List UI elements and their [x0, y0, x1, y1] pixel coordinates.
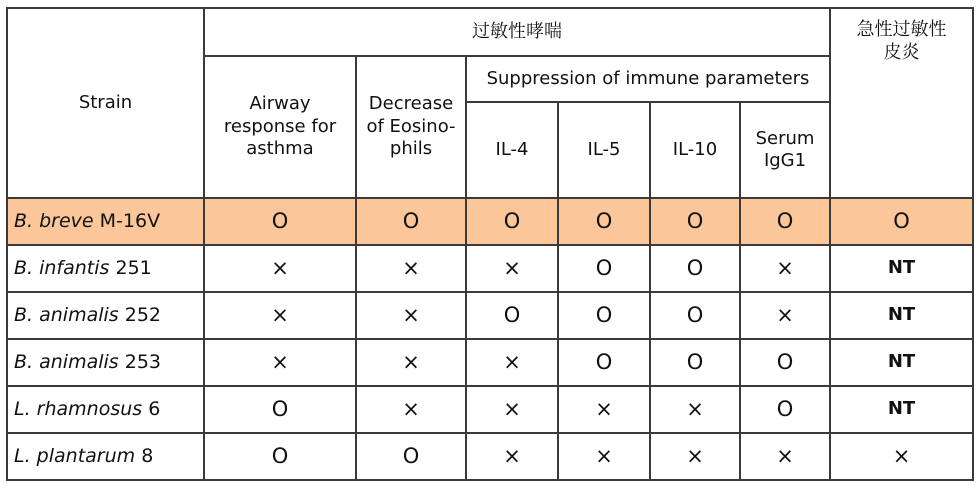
cell-airway: O [204, 386, 356, 433]
cell-igg1: O [740, 339, 830, 386]
cell-il5: O [558, 245, 650, 292]
cell-il5: × [558, 386, 650, 433]
cell-il5: O [558, 339, 650, 386]
strain-cell [7, 386, 204, 433]
table-row [7, 245, 973, 292]
cell-il4: × [466, 339, 558, 386]
cell-dermatitis: O [830, 198, 973, 245]
cell-eosinophils: × [356, 292, 466, 339]
table-row [7, 198, 973, 245]
cell-igg1: × [740, 292, 830, 339]
cell-il4: × [466, 386, 558, 433]
table-row [7, 386, 973, 433]
cell-dermatitis: NT [830, 245, 973, 292]
cell-il5: O [558, 292, 650, 339]
cell-dermatitis: × [830, 433, 973, 480]
strain-genus: L. rhamnosus [14, 397, 143, 420]
strain-cell [7, 339, 204, 386]
cell-eosinophils: × [356, 245, 466, 292]
header-airway-response: Airway response for asthma [204, 56, 356, 198]
cell-eosinophils: O [356, 198, 466, 245]
strain-genus: B. animalis [14, 303, 119, 326]
cell-igg1: O [740, 198, 830, 245]
cell-airway: × [204, 292, 356, 339]
strain-genus: B. breve [14, 209, 94, 232]
cell-airway: × [204, 245, 356, 292]
strain-comparison-table [6, 7, 974, 481]
header-strain: Strain [7, 8, 204, 198]
header-il10: IL-10 [650, 102, 740, 198]
strain-cell [7, 198, 204, 245]
cell-il5: × [558, 433, 650, 480]
cell-il10: O [650, 245, 740, 292]
strain-number: 251 [115, 256, 152, 279]
cell-igg1: × [740, 433, 830, 480]
cell-eosinophils: O [356, 433, 466, 480]
table-row [7, 339, 973, 386]
header-allergic-asthma: 过敏性哮喘 [204, 8, 830, 56]
strain-genus: L. plantarum [14, 444, 136, 467]
strain-number: 253 [124, 350, 161, 373]
cell-airway: O [204, 433, 356, 480]
cell-il4: × [466, 245, 558, 292]
strain-comparison-table-container [6, 7, 974, 481]
header-suppression-immune-parameters: Suppression of immune parameters [466, 56, 830, 102]
cell-il4: × [466, 433, 558, 480]
cell-igg1: × [740, 245, 830, 292]
cell-dermatitis: NT [830, 292, 973, 339]
cell-airway: O [204, 198, 356, 245]
strain-number: M-16V [99, 209, 161, 232]
strain-cell [7, 433, 204, 480]
cell-il5: O [558, 198, 650, 245]
strain-cell [7, 245, 204, 292]
cell-dermatitis: NT [830, 339, 973, 386]
strain-number: 6 [148, 397, 161, 420]
cell-il4: O [466, 292, 558, 339]
cell-eosinophils: × [356, 386, 466, 433]
cell-il4: O [466, 198, 558, 245]
strain-number: 252 [124, 303, 161, 326]
header-il4: IL-4 [466, 102, 558, 198]
cell-il10: O [650, 339, 740, 386]
table-body [7, 198, 973, 480]
cell-airway: × [204, 339, 356, 386]
header-serum-igg1: Serum IgG1 [740, 102, 830, 198]
strain-cell [7, 292, 204, 339]
header-il5: IL-5 [558, 102, 650, 198]
cell-eosinophils: × [356, 339, 466, 386]
table-row [7, 433, 973, 480]
cell-il10: O [650, 198, 740, 245]
cell-il10: × [650, 433, 740, 480]
header-decrease-eosinophils: Decrease of Eosino-phils [356, 56, 466, 198]
cell-il10: × [650, 386, 740, 433]
cell-il10: O [650, 292, 740, 339]
strain-number: 8 [141, 444, 154, 467]
cell-igg1: O [740, 386, 830, 433]
cell-dermatitis: NT [830, 386, 973, 433]
header-acute-allergic-dermatitis: 急性过敏性皮炎 [830, 8, 973, 198]
table-row [7, 292, 973, 339]
strain-genus: B. animalis [14, 350, 119, 373]
strain-genus: B. infantis [14, 256, 110, 279]
